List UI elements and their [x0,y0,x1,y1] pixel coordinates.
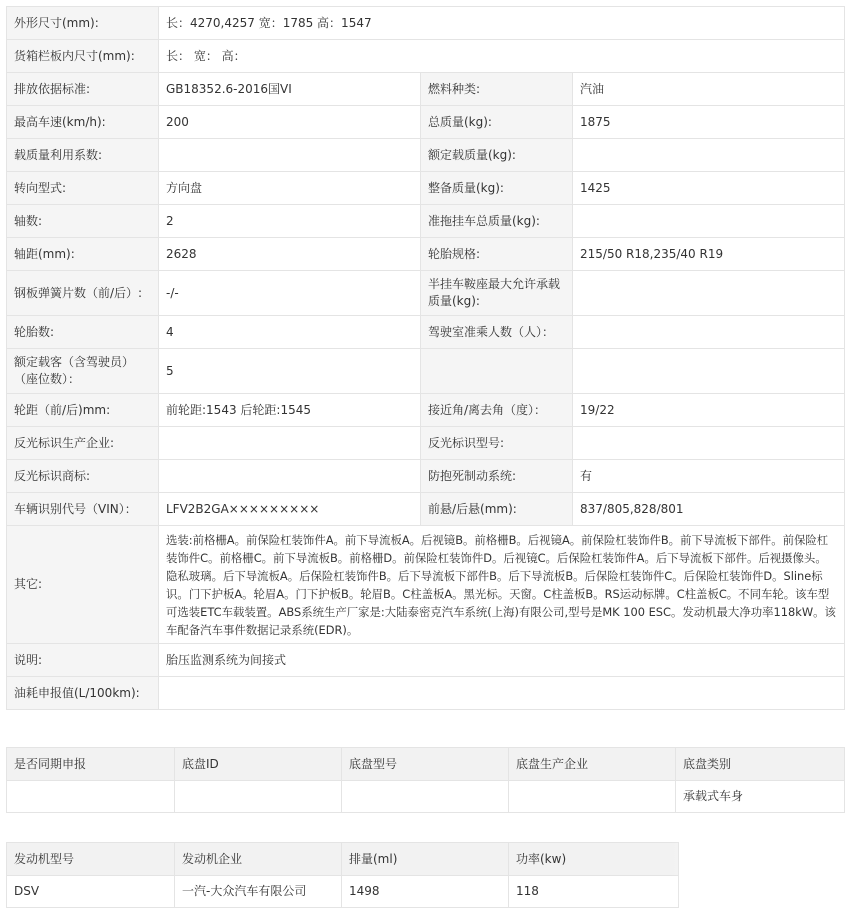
spec-table [6,6,845,710]
spec-value: LFV2B2GA××××××××× [159,493,421,526]
fuel-value [159,677,845,710]
chassis-table [6,747,845,813]
spec-value: GB18352.6-2016国VI [159,73,421,106]
spec-value: 215/50 R18,235/40 R19 [573,238,845,271]
spec-value [573,205,845,238]
table-row [7,526,845,644]
table-cell: 承载式车身 [676,781,845,813]
table-row [7,40,845,73]
spec-label: 转向型式: [7,172,159,205]
table-row [7,172,845,205]
column-header: 底盘型号 [342,748,509,781]
table-cell: 1498 [342,876,509,908]
table-row [7,394,845,427]
table-cell [509,781,676,813]
column-header: 底盘生产企业 [509,748,676,781]
column-header: 发动机企业 [175,843,342,876]
spec-value [573,271,845,316]
table-row [7,427,845,460]
table-row [7,205,845,238]
table-row [7,677,845,710]
table-cell: DSV [7,876,175,908]
table-cell [175,781,342,813]
spec-label: 驾驶室准乘人数（人）： [421,316,573,349]
spec-label: 整备质量(kg): [421,172,573,205]
column-header: 底盘ID [175,748,342,781]
table-row [7,781,845,813]
spec-label: 钢板弹簧片数（前/后）: [7,271,159,316]
table-cell [342,781,509,813]
fuel-label: 油耗申报值(L/100km): [7,677,159,710]
spec-label: 排放依据标准: [7,73,159,106]
table-row [7,460,845,493]
spec-value [159,139,421,172]
note-value: 胎压监测系统为间接式 [159,644,845,677]
table-header-row [7,843,679,876]
other-value: 选装:前格栅A。前保险杠装饰件A。前下导流板A。后视镜B。前格栅B。后视镜A。前保险杠装饰件B。前下导流板下部件。前保险杠装饰件C。前格栅C。前下导流板B。前格栅D。前保险杠装饰件D。后视镜C。后保险杠装饰件A。后下导流板下部件。后视摄像头。隐私玻璃。后下导流板A。后保险杠装饰件B。后下导流板下部件B。后下导流板B。后保险杠装饰件C。后保险杠装饰件D。Sline标识。门下护板A。轮眉A。门下护板B。轮眉B。C柱盖板A。黑光标。天窗。C柱盖板B。RS运动标牌。C柱盖板C。不同车轮。该车型可选装ETC车载装置。ABS系统生产厂家是:大陆泰密克汽车系统(上海)有限公司,型号是MK 100 ESC。发动机最大净功率118kW。该车配备汽车事件数据记录系统(EDR)。 [159,526,845,644]
table-row [7,349,845,394]
spec-value: 有 [573,460,845,493]
spec-label: 燃料种类: [421,73,573,106]
table-row [7,316,845,349]
spec-label: 轴数: [7,205,159,238]
spec-label: 货箱栏板内尺寸(mm): [7,40,159,73]
spec-value: -/- [159,271,421,316]
spec-label: 前悬/后悬(mm): [421,493,573,526]
column-header: 发动机型号 [7,843,175,876]
spec-value: 前轮距:1543 后轮距:1545 [159,394,421,427]
spec-value: 837/805,828/801 [573,493,845,526]
spec-label: 外形尺寸(mm): [7,7,159,40]
spec-value: 19/22 [573,394,845,427]
spec-value [159,427,421,460]
spec-label: 反光标识型号: [421,427,573,460]
spec-label: 轮胎数: [7,316,159,349]
column-header: 排量(ml) [342,843,509,876]
spec-value [573,316,845,349]
spec-label: 额定载质量(kg): [421,139,573,172]
spec-label: 最高车速(km/h): [7,106,159,139]
table-row [7,876,679,908]
column-header: 底盘类别 [676,748,845,781]
spec-label: 轴距(mm): [7,238,159,271]
table-row [7,73,845,106]
spec-value: 5 [159,349,421,394]
spec-label: 轮距（前/后)mm: [7,394,159,427]
other-label: 其它: [7,526,159,644]
table-cell: 118 [509,876,679,908]
spec-value: 长： 宽： 高： [159,40,845,73]
table-row [7,493,845,526]
table-header-row [7,748,845,781]
spec-label: 半挂车鞍座最大允许承载质量(kg): [421,271,573,316]
spec-value: 长：4270,4257 宽：1785 高：1547 [159,7,845,40]
spec-value: 200 [159,106,421,139]
spec-label: 准拖挂车总质量(kg): [421,205,573,238]
spec-value [159,460,421,493]
fade-overlay [670,838,852,904]
table-cell [7,781,175,813]
spec-value: 方向盘 [159,172,421,205]
table-row [7,238,845,271]
spec-label: 防抱死制动系统: [421,460,573,493]
spec-label: 轮胎规格: [421,238,573,271]
spec-label: 额定载客（含驾驶员）（座位数）： [7,349,159,394]
spec-value [573,139,845,172]
spec-label: 反光标识商标: [7,460,159,493]
spec-label: 反光标识生产企业: [7,427,159,460]
spec-label: 车辆识别代号（VIN）： [7,493,159,526]
spec-value: 1875 [573,106,845,139]
note-label: 说明: [7,644,159,677]
table-row [7,644,845,677]
spec-label: 接近角/离去角（度）： [421,394,573,427]
spec-value: 4 [159,316,421,349]
spec-label: 载质量利用系数: [7,139,159,172]
spec-value: 2628 [159,238,421,271]
engine-table [6,842,679,908]
column-header: 是否同期申报 [7,748,175,781]
table-cell: 一汽-大众汽车有限公司 [175,876,342,908]
spec-value [573,349,845,394]
table-row [7,271,845,316]
table-row [7,7,845,40]
spec-value: 2 [159,205,421,238]
table-row [7,106,845,139]
table-row [7,139,845,172]
spec-value: 1425 [573,172,845,205]
column-header: 功率(kw) [509,843,679,876]
spec-value [573,427,845,460]
spec-label [421,349,573,394]
spec-value: 汽油 [573,73,845,106]
spec-label: 总质量(kg): [421,106,573,139]
